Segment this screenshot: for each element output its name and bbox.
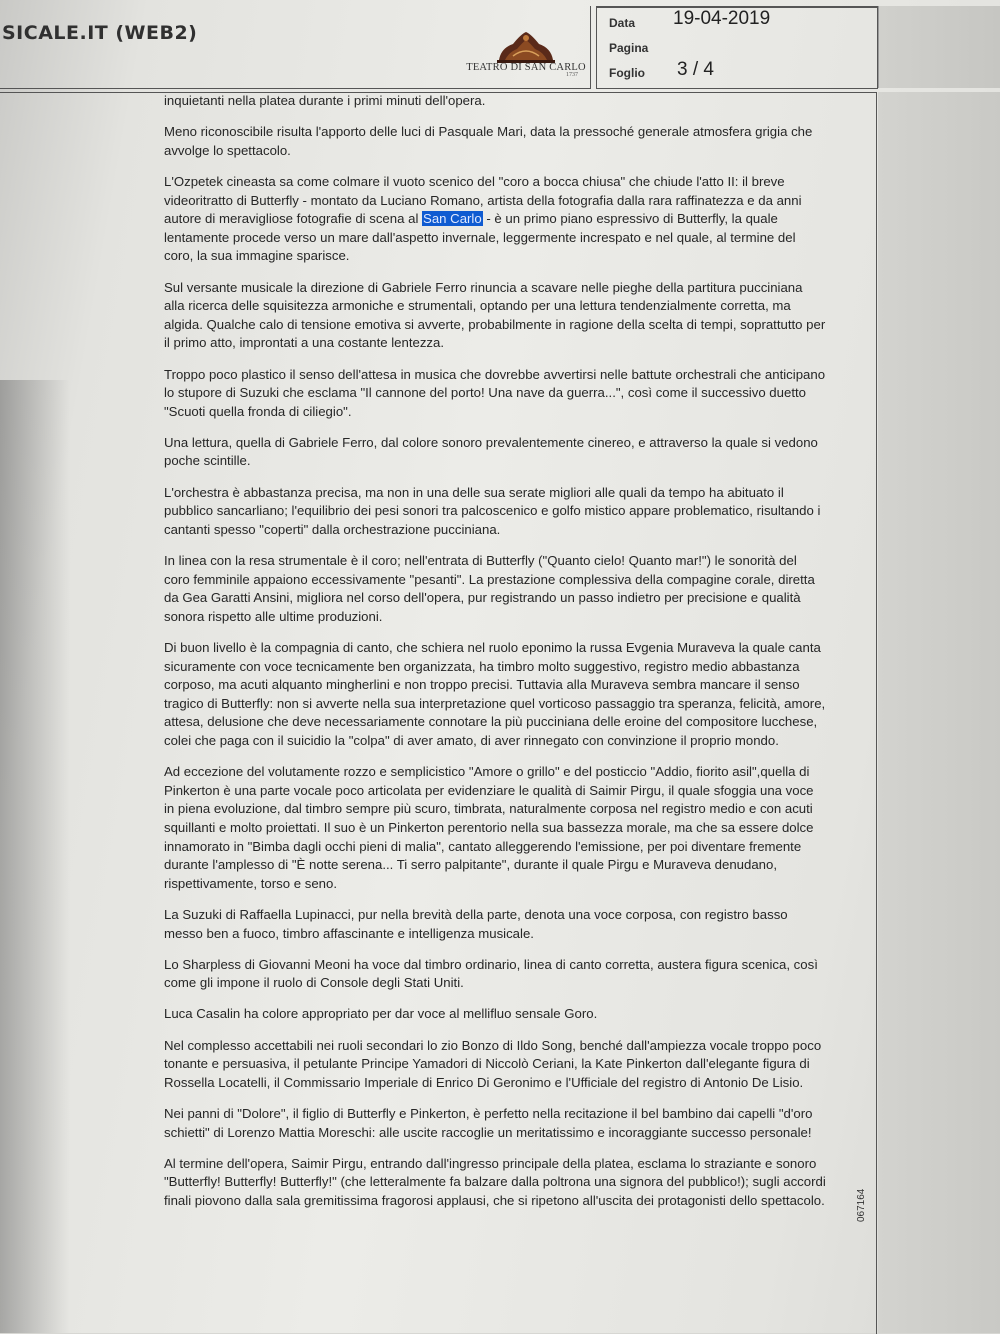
paragraph-1: inquietanti nella platea durante i primi minuti dell'opera. [164,93,486,108]
crest-icon [491,30,561,64]
paragraph-9: Di buon livello è la compagnia di canto, che schiera nel ruolo eponimo la russa Evgenia Muraveva la quale canta sicuramente con voce tecnicamente ben organizzata, ha timbro molto suggestivo, registro medio abbastanza corposo, ma acuti alquanto mingherlini e non troppo precisi. Tuttavia alla Muraveva sembra mancare il senso tragico di Butterfly: non si avverte nella sua interpretazione quel vorticoso passaggio tra speranza, felicità, amore, attesa, delusione che deve necessariamente connotare la più pucciniana delle eroine del compositore lucchese, colei che paga con il suicidio la "colpa" di aver amato, di aver rinnegato con convinzione il proprio mondo. [164,640,826,748]
paragraph-7: L'orchestra è abbastanza precisa, ma non in una delle sua serate migliori alle quali da tempo ha abituato il pubblico sancarliano; l'equilibrio dei pesi sonori tra palcoscenico e golfo mistico appare problematico, risultando i cantanti spesso "coperti" dalla orchestrazione pucciniana. [164,484,821,537]
header-source-box [0,6,591,89]
paragraph-16: Al termine dell'opera, Saimir Pirgu, entrando dall'ingresso principale della platea, esclama lo straziante e sonoro "Butterfly! Butterfly! Butterfly!" (che letteralmente fa balzare dalla poltrona una signora del pubblico!); sugli accordi finali piovono dalla sala gremitissima fragorosi applausi, che si ripetono all'uscita dei protagonisti dello spettacolo. [164,1155,826,1208]
highlighted-text[interactable]: San Carlo [423,211,482,227]
document-number: 067164 [856,1188,867,1222]
paragraph-12: Lo Sharpless di Giovanni Meoni ha voce dal timbro ordinario, linea di canto corretta, austera figura scenica, così come gli impone il ruolo di Console degli Stati Uniti. [164,956,818,991]
paragraph-11: La Suzuki di Raffaella Lupinacci, pur nella brevità della parte, denota una voce corposa, con registro basso messo ben a fuoco, timbro affascinante e intelligenza musicale. [164,906,788,941]
paragraph-13: Luca Casalin ha colore appropriato per dar voce al mellifluo sensale Goro. [164,1006,598,1022]
header-right-margin [878,6,1000,88]
paragraph-6: Una lettura, quella di Gabriele Ferro, dal colore sonoro prevalentemente cinereo, e attraverso la quale si vedono poche scintille. [164,434,818,469]
source-title: SICALE.IT (WEB2) [2,22,198,44]
page-label: Pagina [609,41,649,55]
paragraph-15: Nei panni di "Dolore", il figlio di Butterfly e Pinkerton, è perfetto nella recitazione il bel bambino dai capelli "d'oro schietti" di Lorenzo Mattia Moreschi: alle uscite raccoglie un meritatissimo e incoraggiante successo personale! [164,1106,813,1140]
paragraph-3: L'Ozpetek cineasta sa come colmare il vuoto scenico del "coro a bocca chiusa" che chiude l'atto II: il breve videoritratto di Butterfly - montato da Luciano Romano, artista della fotografia dalla rara raffinatezza e da anni autore di meravigliose fotografie di scena al San Carlo - è un primo piano espressivo di Butterfly, la quale lentamente procede verso un mare dall'aspetto invernale, leggermente increspato e nel quale, al termine del coro, la sua immagine sparisce. [164,173,802,264]
date-label: Data [609,16,636,30]
theatre-logo [466,30,586,90]
sheet-value: 3 / 4 [677,59,714,80]
paragraph-10: Ad eccezione del volutamente rozzo e semplicistico "Amore o grillo" e del posticcio "Addio, fiorito asil",quella di Pinkerton è una parte vocale poco articolata per evidenziare le qualità di Saimir Pirgu, il quale sfoggia una voce in piena evoluzione, dal timbro sempre più scuro, timbrata, naturalmente corposa nel registro medio e con acuti squillanti e molto proiettati. Il suo è un Pinkerton perentorio nella sua bassezza morale, ma che sa essere dolce innamorato in "Bimba dagli occhi pieni di malia", cantato alleggerendo l'emissione, per poi diventare fremente durante l'amplesso di "È notte serena... Ti serro palpitante", durante il quale Pirgu e Muraveva denudano, rispettivamente, torso e seno. [164,764,814,891]
logo-text: TEATRO DI SAN CARLO [466,62,586,73]
sheet-label: Foglio [609,66,645,80]
paragraph-8: In linea con la resa strumentale è il coro; nell'entrata di Butterfly ("Quanto cielo! Quanto mar!") le sonorità del coro femminile appaiono eccessivamente "pesanti". La prestazione complessiva della compagine corale, diretta da Gea Garatti Ansini, migliora nel corso dell'opera, pur registrando un passo indietro per precisione e qualità sonora rispetto alle ultime produzioni. [164,553,815,624]
article-body [164,92,826,1223]
header-info-box [596,6,878,89]
paragraph-2: Meno riconoscibile risulta l'apporto delle luci di Pasquale Mari, data la pressoché generale atmosfera grigia che avvolge lo spettacolo. [164,124,813,158]
paragraph-5: Troppo poco plastico il senso dell'attesa in musica che dovrebbe avvertirsi nelle battute orchestrali che anticipano lo stupore di Suzuki che esclama "Il cannone del porto! Una nave da guerra...", così come il successivo duetto "Scuoti quella fronda di ciliegio". [164,366,826,419]
paragraph-14: Nel complesso accettabili nei ruoli secondari lo zio Bonzo di Ildo Song, benché dall'ampiezza vocale troppo poco tonante e persuasiva, il petulante Principe Yamadori di Niccolò Ceriani, la Kate Pinkerton dall'elegante figura di Rossella Locatelli, il Commissario Imperiale di Enrico Di Geronimo e l'Ufficiale del registro di Antonio De Lisio. [164,1037,822,1090]
right-margin [878,92,1000,1333]
paragraph-4: Sul versante musicale la direzione di Gabriele Ferro rinuncia a scavare nelle pieghe della partitura pucciniana alla ricerca delle squisitezza armoniche e strumentali, optando per una lettura tendenzialmente corretta, ma algida. Qualche calo di tensione emotiva si avverte, probabilmente in ragione della scelta di tempi, soprattutto per il primo atto, improntati a una costante lentezza. [164,279,826,351]
logo-year: 1737 [566,72,578,78]
date-value: 19-04-2019 [673,8,771,29]
